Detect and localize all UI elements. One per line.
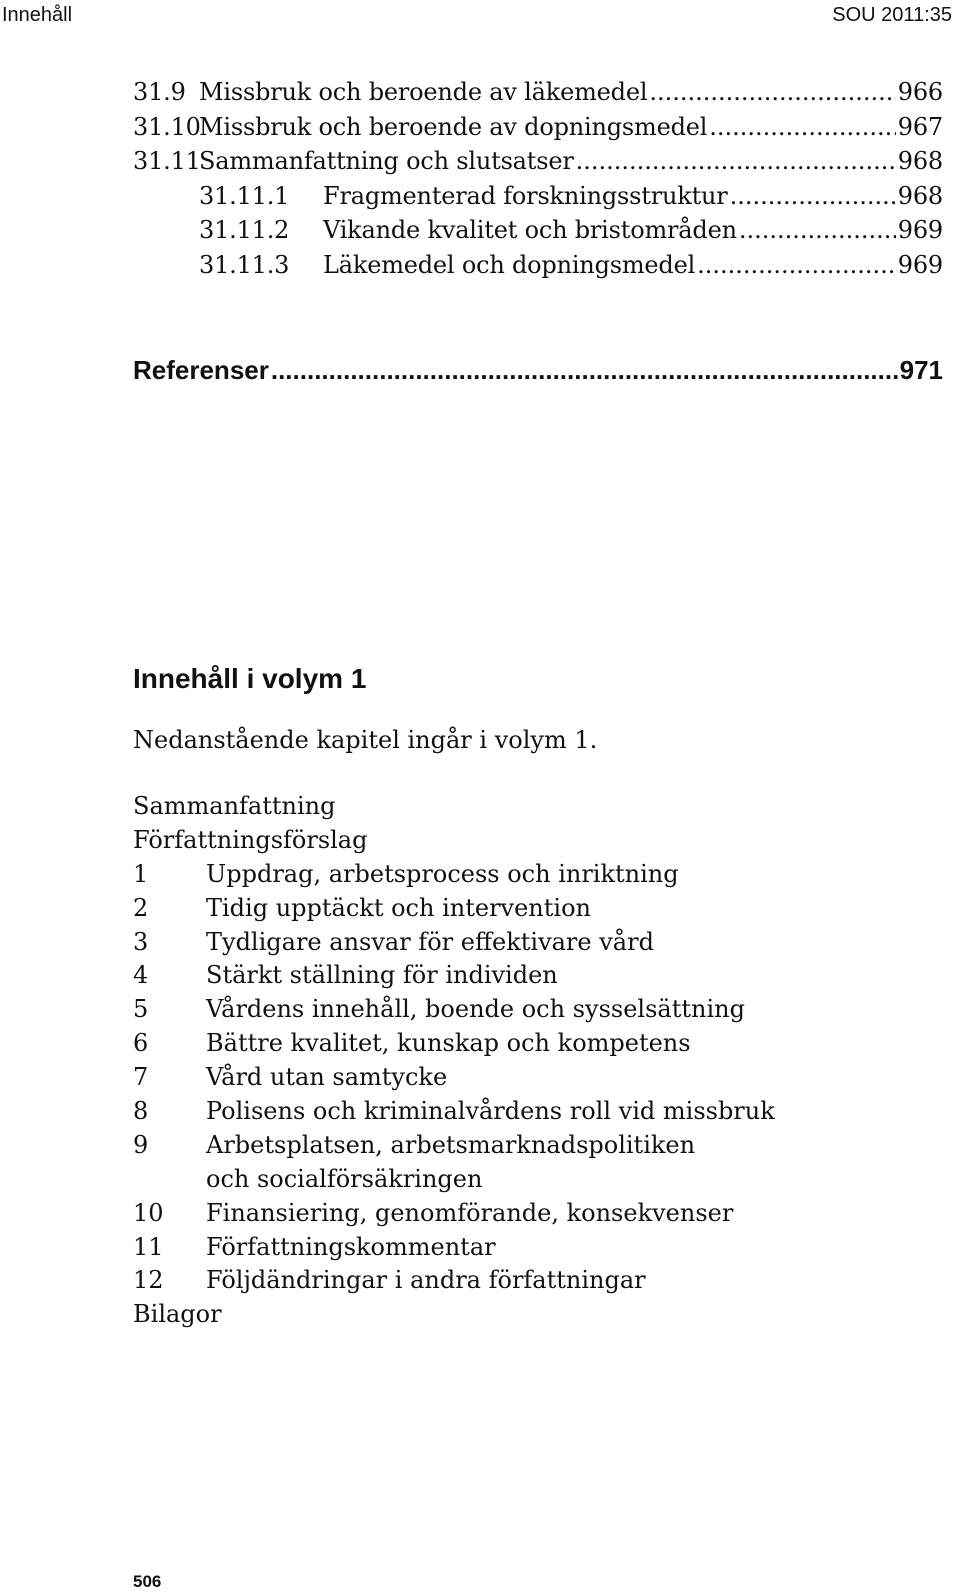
chapter-title: Tydligare ansvar för effektivare vård [206,927,654,956]
running-header [0,4,952,32]
chapter-item [133,826,893,860]
chapter-number: 12 [133,1266,164,1295]
chapter-number: 7 [133,1063,149,1092]
toc-entry-number: 31.11.3 [199,250,290,279]
header-section-title: Innehåll [2,4,73,26]
chapter-item [133,1097,893,1131]
chapter-title: Uppdrag, arbetsprocess och inriktning [206,859,679,888]
chapter-item-continuation [133,1165,893,1199]
chapter-number: 11 [133,1232,164,1261]
chapter-number: 6 [133,1029,149,1058]
chapter-item [133,1029,893,1063]
toc-entry-page: 968 [897,147,943,175]
chapter-item [133,1199,893,1233]
chapter-number: 4 [133,961,149,990]
chapter-title: Följdändringar i andra författningar [206,1266,646,1295]
chapter-title: Tidig upptäckt och intervention [206,893,591,922]
toc-entry-title: Läkemedel och dopningsmedel [323,250,696,279]
dot-leader [271,355,898,386]
toc-subentry[interactable] [133,216,943,251]
chapter-number: 1 [133,859,149,888]
toc-entry-title: Vikande kvalitet och bristområden [323,216,737,244]
chapter-title: Författningsförslag [133,825,368,854]
chapter-item [133,961,893,995]
chapter-number: 8 [133,1097,149,1126]
chapter-title: Författningskommentar [206,1232,496,1261]
toc-entry-number: 31.10 [133,112,201,141]
toc-entry[interactable] [133,78,943,113]
references-label: Referenser [133,355,269,385]
chapter-title: Sammanfattning [133,792,336,820]
chapter-number: 2 [133,893,149,922]
chapter-title: Finansiering, genomförande, konsekvenser [206,1198,734,1227]
toc-entry-number: 31.11.2 [199,216,290,244]
toc-entry-number: 31.11 [133,147,201,175]
dot-leader [697,251,896,279]
chapter-title: Polisens och kriminalvårdens roll vid missbruk [206,1097,775,1126]
toc-entry-page: 966 [897,78,943,106]
toc-entry-page: 969 [897,216,943,244]
toc-entry-number: 31.11.1 [199,181,290,210]
toc-entry-title: Sammanfattning och slutsatser [199,147,574,175]
toc-entry-page: 967 [897,112,943,141]
toc-entry-title: Fragmenterad forskningsstruktur [323,181,728,210]
chapter-title: Vårdens innehåll, boende och sysselsättning [206,995,745,1024]
page-number: 506 [133,1572,162,1591]
chapter-item [133,894,893,928]
chapter-list [133,792,893,1334]
dot-leader [649,78,895,106]
toc-list [133,78,943,285]
chapter-title: Arbetsplatsen, arbetsmarknadspolitiken [206,1130,696,1159]
dot-leader [709,113,896,141]
chapter-item [133,995,893,1029]
toc-entry-title: Missbruk och beroende av dopningsmedel [199,112,708,141]
chapter-title: Bilagor [133,1300,222,1329]
toc-entry[interactable] [133,147,943,182]
chapter-item [133,860,893,894]
toc-entry-number: 31.9 [133,78,186,106]
chapter-item [133,1266,893,1300]
toc-subentry[interactable] [133,182,943,217]
dot-leader [576,147,896,175]
chapter-title: Bättre kvalitet, kunskap och kompetens [206,1029,691,1058]
chapter-item [133,1063,893,1097]
references-page: 971 [899,355,943,385]
dot-leader [739,216,896,244]
chapter-number: 9 [133,1130,149,1159]
volume-heading: Innehåll i volym 1 [133,663,367,694]
chapter-item [133,792,893,826]
chapter-title: Vård utan samtycke [206,1063,448,1092]
toc-entry-page: 969 [897,250,943,279]
chapter-number: 5 [133,995,149,1024]
chapter-item [133,1233,893,1267]
header-report-id: SOU 2011:35 [832,4,952,26]
chapter-number: 3 [133,927,149,956]
chapter-item [133,1131,893,1165]
chapter-item [133,928,893,962]
dot-leader [730,182,896,210]
chapter-item [133,1300,893,1334]
toc-subentry[interactable] [133,251,943,286]
toc-entry-title: Missbruk och beroende av läkemedel [199,78,648,106]
toc-references-entry[interactable] [133,355,943,386]
toc-entry-page: 968 [897,181,943,210]
toc-entry[interactable] [133,113,943,148]
chapter-title: och socialförsäkringen [206,1164,483,1193]
volume-intro: Nedanstående kapitel ingår i volym 1. [133,726,598,754]
chapter-title: Stärkt ställning för individen [206,961,558,990]
chapter-number: 10 [133,1198,164,1227]
